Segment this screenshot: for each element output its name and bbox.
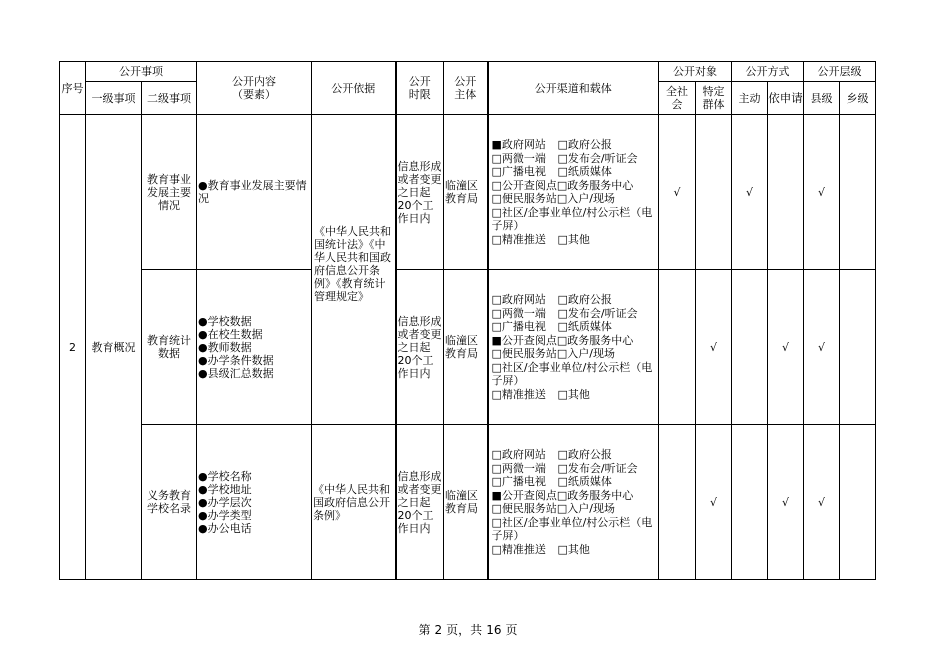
subject-cell: 临潼区教育局	[444, 115, 488, 270]
content-item: ●学校地址	[198, 482, 252, 496]
channel-item: □精准推送	[491, 542, 546, 556]
channel-item: 子屏）	[491, 529, 525, 542]
header-subject-line1: 公开	[454, 75, 477, 88]
channel-item: □广播电视	[491, 475, 546, 488]
channel-item: □发布会/听证会	[557, 306, 638, 320]
audience-specific-cell: √	[696, 270, 732, 425]
channel-line	[492, 334, 659, 348]
method-active-cell: √	[732, 115, 768, 270]
level-county-cell: √	[804, 115, 840, 270]
channel-item: □社区/企事业单位/村公示栏（电	[491, 360, 653, 374]
channel-item: ■公开查阅点□政务服务中心	[491, 333, 634, 347]
channel-item: □发布会/听证会	[557, 461, 638, 475]
channel-item: □其他	[557, 387, 590, 401]
channel-item: □政府网站	[491, 293, 546, 306]
content-item: ●办公电话	[198, 521, 252, 535]
level2-cell: 教育事业发展主要情况	[142, 115, 197, 270]
deadline-cell: 信息形成或者变更之日起20个工作日内	[396, 425, 444, 580]
channel-line	[492, 138, 659, 152]
channel-line	[492, 529, 659, 543]
channel-item: □两微一端	[491, 151, 546, 165]
channel-line	[492, 502, 659, 516]
channel-line	[492, 152, 659, 166]
channel-item: □政府公报	[557, 448, 612, 461]
channel-item: □便民服务站□入户/现场	[491, 347, 615, 360]
audience-specific-cell	[696, 115, 732, 270]
channel-item: □政府公报	[557, 138, 612, 151]
header-audience-all: 全社会	[659, 82, 696, 115]
header-subject	[444, 62, 488, 115]
channel-line	[492, 462, 659, 476]
method-request-cell: √	[768, 270, 804, 425]
channel-item: □两微一端	[491, 461, 546, 475]
deadline-cell: 信息形成或者变更之日起20个工作日内	[396, 115, 444, 270]
channel-item: ■公开查阅点□政务服务中心	[491, 488, 634, 502]
subject-cell: 临潼区教育局	[444, 425, 488, 580]
level-township-cell	[840, 115, 876, 270]
basis-cell	[312, 115, 396, 425]
channel-item: □发布会/听证会	[557, 151, 638, 165]
channel-item: □精准推送	[491, 232, 546, 246]
channel-item: ■政府网站	[491, 138, 546, 151]
method-active-cell	[732, 425, 768, 580]
channel-line	[492, 475, 659, 489]
content-item: ●办学条件数据	[198, 353, 274, 367]
channel-item: □精准推送	[491, 387, 546, 401]
table-row	[60, 425, 876, 580]
channel-item: □便民服务站□入户/现场	[491, 192, 615, 205]
content-cell	[197, 115, 312, 270]
channels-cell	[488, 425, 659, 580]
channel-item: 子屏）	[491, 374, 525, 387]
header-basis: 公开依据	[312, 62, 396, 115]
footer-prefix: 第	[418, 623, 431, 637]
content-item: ●学校数据	[198, 314, 252, 328]
audience-all-cell	[659, 425, 696, 580]
header-level1: 一级事项	[86, 82, 142, 115]
channels-cell	[488, 270, 659, 425]
audience-all-cell: √	[659, 115, 696, 270]
channel-line	[492, 293, 659, 307]
channel-item: □其他	[557, 542, 590, 556]
header-content-sub: （要素）	[232, 88, 276, 101]
basis-text: 《中华人民共和国统计法》《中华人民共和国政府信息公开条例》《教育统计管理规定》	[314, 225, 391, 303]
page-footer	[0, 621, 936, 638]
method-active-cell	[732, 270, 768, 425]
level-county-cell: √	[804, 270, 840, 425]
header-level2: 二级事项	[142, 82, 197, 115]
channel-line	[492, 516, 659, 530]
header-row-1	[60, 62, 876, 82]
level1-cell: 教育概况	[86, 115, 142, 580]
header-level-county: 县级	[804, 82, 840, 115]
channel-item: □便民服务站□入户/现场	[491, 502, 615, 515]
header-deadline-line1: 公开	[408, 75, 431, 88]
level-township-cell	[840, 425, 876, 580]
header-level: 公开层级	[804, 62, 876, 82]
table-row	[60, 270, 876, 425]
header-method-active: 主动	[732, 82, 768, 115]
header-matter: 公开事项	[86, 62, 197, 82]
audience-specific-cell: √	[696, 425, 732, 580]
level2-cell: 义务教育学校名录	[142, 425, 197, 580]
channel-line	[492, 219, 659, 233]
channel-item: □两微一端	[491, 306, 546, 320]
header-deadline	[396, 62, 444, 115]
level2-cell: 教育统计数据	[142, 270, 197, 425]
method-request-cell: √	[768, 425, 804, 580]
seq-cell: 2	[60, 115, 86, 580]
header-method-request: 依申请	[768, 82, 804, 115]
channel-item: □广播电视	[491, 165, 546, 178]
footer-middle: 页，共	[446, 623, 483, 637]
channel-line	[492, 192, 659, 206]
channel-item: □政府网站	[491, 448, 546, 461]
channel-item: □纸质媒体	[557, 475, 612, 488]
channel-line	[492, 489, 659, 503]
channel-line	[492, 543, 659, 557]
header-subject-line2: 主体	[454, 88, 477, 101]
channel-item: □公开查阅点□政务服务中心	[491, 178, 634, 192]
channel-line	[492, 448, 659, 462]
content-item: ●教师数据	[198, 340, 252, 354]
header-deadline-line2: 时限	[408, 88, 431, 101]
disclosure-table	[59, 61, 876, 580]
channel-line	[492, 374, 659, 388]
header-audience: 公开对象	[659, 62, 732, 82]
channel-line	[492, 233, 659, 247]
header-channels: 公开渠道和载体	[488, 62, 659, 115]
channel-line	[492, 307, 659, 321]
header-level-township: 乡级	[840, 82, 876, 115]
content-item: ●办学类型	[198, 508, 252, 522]
content-item: ●学校名称	[198, 469, 252, 483]
footer-page-number: 2	[434, 623, 443, 637]
header-seq: 序号	[60, 62, 86, 115]
channel-item: □政府公报	[557, 293, 612, 306]
content-item: ●办学层次	[198, 495, 252, 509]
content-item: ●县级汇总数据	[198, 366, 274, 380]
footer-total-pages: 16	[486, 623, 502, 637]
header-method: 公开方式	[732, 62, 804, 82]
channel-line	[492, 165, 659, 179]
channel-line	[492, 179, 659, 193]
footer-suffix: 页	[505, 623, 518, 637]
audience-all-cell	[659, 270, 696, 425]
subject-cell: 临潼区教育局	[444, 270, 488, 425]
channel-item: □其他	[557, 232, 590, 246]
content-cell	[197, 270, 312, 425]
method-request-cell	[768, 115, 804, 270]
channel-line	[492, 347, 659, 361]
header-content-label: 公开内容	[232, 75, 276, 88]
channels-cell	[488, 115, 659, 270]
channel-line	[492, 320, 659, 334]
content-item: ●教育事业发展主要情况	[198, 179, 307, 205]
channel-item: □社区/企事业单位/村公示栏（电	[491, 205, 653, 219]
channel-line	[492, 388, 659, 402]
level-township-cell	[840, 270, 876, 425]
channel-line	[492, 361, 659, 375]
deadline-cell: 信息形成或者变更之日起20个工作日内	[396, 270, 444, 425]
channel-item: □纸质媒体	[557, 165, 612, 178]
channel-item: □纸质媒体	[557, 320, 612, 333]
content-cell	[197, 425, 312, 580]
header-content	[197, 62, 312, 115]
level-county-cell: √	[804, 425, 840, 580]
basis-cell: 《中华人民共和国政府信息公开条例》	[312, 425, 396, 580]
content-item: ●在校生数据	[198, 327, 263, 341]
channel-item: □社区/企事业单位/村公示栏（电	[491, 515, 653, 529]
channel-item: 子屏）	[491, 219, 525, 232]
table-row	[60, 115, 876, 270]
channel-line	[492, 206, 659, 220]
channel-item: □广播电视	[491, 320, 546, 333]
header-audience-specific: 特定群体	[696, 82, 732, 115]
